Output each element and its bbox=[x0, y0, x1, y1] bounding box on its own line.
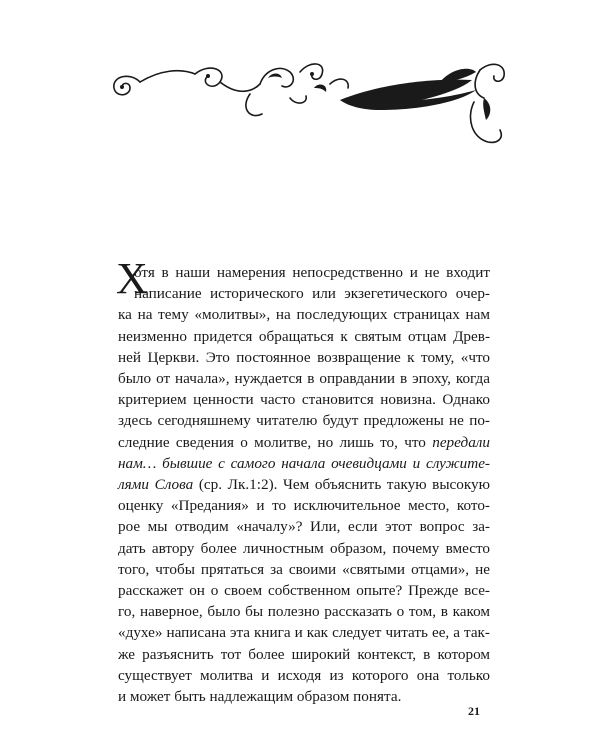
text-line bbox=[118, 432, 490, 453]
text-line: было от начала», нуждается в оправдании в эпоху, когда bbox=[118, 370, 490, 388]
text-line: го, наверное, было бы полезно рассказать о том, в каком bbox=[118, 603, 490, 621]
text-line: «духе» написана эта книга и как следует читать ее, а так- bbox=[118, 624, 490, 642]
text-line: здесь сегодняшнему читателю будут предложены не по- bbox=[118, 412, 490, 430]
text-line: расскажет он о своем собственном опыте? Прежде все- bbox=[118, 582, 490, 600]
text-segment: следние сведения о молитве, но лишь то, что bbox=[118, 433, 426, 451]
body-text bbox=[116, 254, 491, 707]
text-line bbox=[118, 474, 490, 495]
text-line: и может быть надлежащим образом понята. bbox=[118, 688, 402, 706]
page-number: 21 bbox=[468, 704, 480, 718]
drop-cap: Х bbox=[116, 254, 148, 303]
text-line: критерием ценности часто становится новизна. Однако bbox=[118, 391, 490, 409]
italic-quote: лями Слова bbox=[118, 476, 194, 494]
italic-quote: нам… бывшие с самого начала очевидцами и служите- bbox=[118, 454, 490, 472]
text-line: того, чтобы прятаться за своими «святыми отцами», не bbox=[118, 560, 490, 578]
text-line: оценку «Предания» и то исключительное место, кото- bbox=[118, 497, 490, 515]
italic-quote: передали bbox=[432, 433, 491, 451]
text-line: рое мы отводим «началу»? Или, если этот вопрос за- bbox=[118, 518, 490, 536]
text-line: ней Церкви. Это постоянное возвращение к тому, «что bbox=[118, 348, 490, 366]
text-segment: (ср. Лк.1:2). Чем объяснить такую высокую bbox=[198, 476, 490, 494]
decorative-ornament bbox=[100, 42, 520, 152]
text-line: существует молитва и исходя из которого она только bbox=[118, 666, 490, 684]
text-line: же разъяснить тот более широкий контекст, в котором bbox=[118, 645, 490, 663]
text-line: дать автору более личностным образом, почему вместо bbox=[118, 539, 490, 557]
text-line: неизменно придется обращаться к святым отцам Древ- bbox=[118, 327, 490, 345]
text-line: отя в наши намерения непосредственно и не входит bbox=[134, 264, 490, 281]
text-line: написание исторического или экзегетического очер- bbox=[134, 285, 490, 303]
text-line: ка на тему «молитвы», на последующих страницах нам bbox=[118, 306, 490, 324]
